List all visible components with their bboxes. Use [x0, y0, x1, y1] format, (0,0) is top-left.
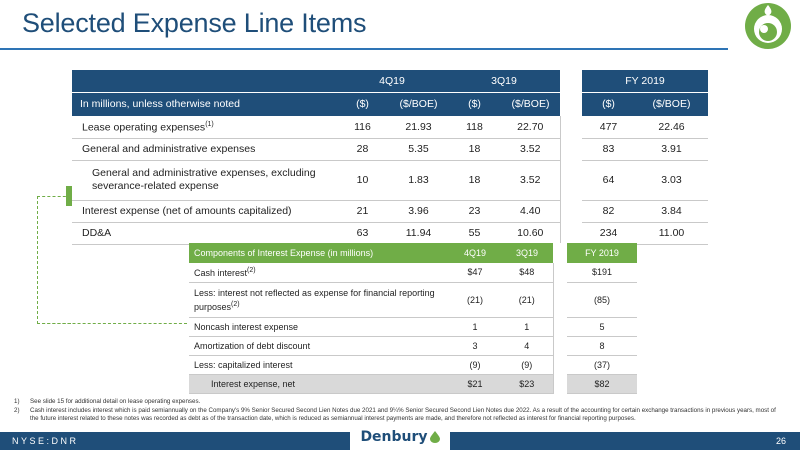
- unit-header: ($): [448, 92, 501, 116]
- cell-value: 3.52: [501, 160, 560, 200]
- cell-value: 234: [582, 222, 635, 244]
- cell-value: 10.60: [501, 222, 560, 244]
- period-3q19: 3Q19: [448, 70, 560, 92]
- table-row: [189, 336, 637, 355]
- table-row: [72, 200, 708, 222]
- table-row: [72, 222, 708, 244]
- cell-value: $48: [501, 263, 553, 282]
- cell-value: 55: [448, 222, 501, 244]
- drop-icon: [430, 431, 440, 443]
- cell-value: 1: [449, 317, 501, 336]
- interest-components-table: [189, 243, 637, 394]
- cell-value: (85): [567, 282, 637, 317]
- cell-value: 3.03: [635, 160, 708, 200]
- cell-value: 1: [501, 317, 553, 336]
- cell-value: 3.91: [635, 138, 708, 160]
- cell-value: 3.96: [389, 200, 448, 222]
- table-row: [189, 263, 637, 282]
- cell-value: 5: [567, 317, 637, 336]
- unit-header: ($/BOE): [501, 92, 560, 116]
- cell-value: (37): [567, 355, 637, 374]
- cell-value: (21): [449, 282, 501, 317]
- table-row: [189, 355, 637, 374]
- brand-name: Denbury: [360, 429, 428, 445]
- cell-value: 118: [448, 116, 501, 138]
- cell-value: 1.83: [389, 160, 448, 200]
- cell-value: 3: [449, 336, 501, 355]
- connector-line: [37, 323, 187, 324]
- interest-header-row: [189, 243, 637, 263]
- row-label: Cash interest$^{(2)}$: [189, 263, 449, 282]
- footnote-ref: (2): [231, 300, 240, 308]
- row-label: Less: capitalized interest: [189, 355, 449, 374]
- unit-header: ($/BOE): [389, 92, 448, 116]
- unit-header: ($): [582, 92, 635, 116]
- denbury-drop-logo-icon: [744, 2, 792, 50]
- footnote-ref: (2): [247, 266, 256, 274]
- cell-value: 477: [582, 116, 635, 138]
- cell-value: $23: [501, 374, 553, 393]
- total-row: [189, 374, 637, 393]
- cell-value: 3.52: [501, 138, 560, 160]
- connector-bracket: [37, 196, 71, 324]
- table-row: [72, 116, 708, 138]
- row-label: Amortization of debt discount: [189, 336, 449, 355]
- footnotes: [14, 398, 786, 424]
- expense-line-items-table: [72, 70, 708, 245]
- footnote-ref: (1): [205, 120, 214, 128]
- table-row: [72, 160, 708, 200]
- cell-value: 83: [582, 138, 635, 160]
- row-label: General and administrative expenses, excluding severance-related expense: [72, 160, 336, 200]
- table-row: [189, 317, 637, 336]
- cell-value: 3.84: [635, 200, 708, 222]
- cell-value: 11.00: [635, 222, 708, 244]
- row-header-label: In millions, unless otherwise noted: [72, 92, 336, 116]
- cell-value: 23: [448, 200, 501, 222]
- cell-value: (21): [501, 282, 553, 317]
- units-header-row: [72, 92, 708, 116]
- table-row: [189, 282, 637, 317]
- cell-value: 18: [448, 138, 501, 160]
- period-fy2019: FY 2019: [567, 243, 637, 263]
- cell-value: 18: [448, 160, 501, 200]
- cell-value: 22.46: [635, 116, 708, 138]
- unit-header: ($): [336, 92, 389, 116]
- row-label: General and administrative expenses: [72, 138, 336, 160]
- period-fy2019: FY 2019: [582, 70, 708, 92]
- interest-table-title: Components of Interest Expense (in millions): [189, 243, 449, 263]
- cell-value: 8: [567, 336, 637, 355]
- cell-value: 64: [582, 160, 635, 200]
- cell-value: 63: [336, 222, 389, 244]
- cell-value: $21: [449, 374, 501, 393]
- cell-value: $191: [567, 263, 637, 282]
- period-4q19: 4Q19: [449, 243, 501, 263]
- cell-value: 116: [336, 116, 389, 138]
- row-label: Interest expense (net of amounts capitalized): [72, 200, 336, 222]
- cell-value: 5.35: [389, 138, 448, 160]
- cell-value: (9): [449, 355, 501, 374]
- cell-value: 82: [582, 200, 635, 222]
- cell-value: 28: [336, 138, 389, 160]
- unit-header: ($/BOE): [635, 92, 708, 116]
- row-label: Less: interest not reflected as expense for financial reporting purposes$^{(2)}$: [189, 282, 449, 317]
- period-3q19: 3Q19: [501, 243, 553, 263]
- title-divider: [0, 48, 728, 50]
- footnote: 2) Cash interest includes interest which is paid semiannually on the Company's 9% Senior Secured Second Lien Notes due 2021 and 9¼% Senior Secured Second Lien Notes due 2022. As a result of the accounting for certain exchange transactions in previous years, most of the future interest related to these notes was recorded as debt as of the transaction date, which is reduced as semiannual interest payments are made, and therefore not reflected as interest for financial reporting purposes.: [14, 406, 776, 422]
- footnote: 1) See slide 15 for additional detail on lease operating expenses.: [14, 398, 201, 405]
- cell-value: 10: [336, 160, 389, 200]
- cell-value: 21: [336, 200, 389, 222]
- cell-value: $47: [449, 263, 501, 282]
- row-label: Noncash interest expense: [189, 317, 449, 336]
- header-blank: [72, 70, 336, 92]
- cell-value: (9): [501, 355, 553, 374]
- brand-logo: [350, 424, 450, 450]
- cell-value: 21.93: [389, 116, 448, 138]
- page-title: Selected Expense Line Items: [22, 8, 367, 38]
- page-number: 26: [775, 436, 786, 446]
- row-label: DD&A: [72, 222, 336, 244]
- period-header-row: [72, 70, 708, 92]
- row-label: Lease operating expenses$^{(1)}$: [72, 116, 336, 138]
- cell-value: 11.94: [389, 222, 448, 244]
- period-4q19: 4Q19: [336, 70, 448, 92]
- stock-ticker: NYSE:DNR: [12, 436, 79, 446]
- row-label: Interest expense, net: [189, 374, 449, 393]
- cell-value: $82: [567, 374, 637, 393]
- cell-value: 4: [501, 336, 553, 355]
- table-row: [72, 138, 708, 160]
- cell-value: 4.40: [501, 200, 560, 222]
- cell-value: 22.70: [501, 116, 560, 138]
